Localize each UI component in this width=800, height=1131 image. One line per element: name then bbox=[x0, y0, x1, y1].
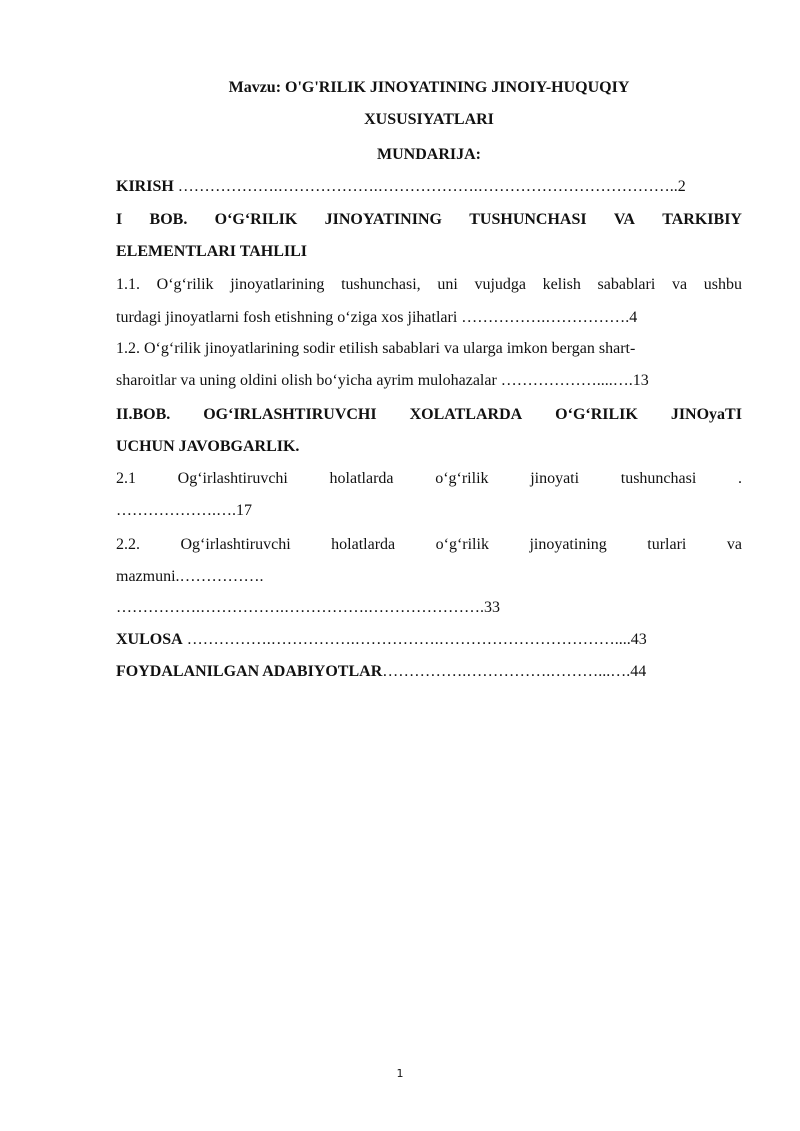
contents-heading: MUNDARIJA: bbox=[377, 146, 481, 163]
toc-conclusion-dots: …………….…………….…………….……………………………....43 bbox=[182, 631, 647, 648]
toc-section1-1-line1 bbox=[116, 275, 742, 295]
toc-references-dots: …………….…………….………...….44 bbox=[382, 663, 647, 680]
toc-word: 2.1 bbox=[116, 470, 136, 487]
toc-word: O‘G‘RILIK bbox=[555, 406, 638, 423]
toc-word: va bbox=[726, 536, 742, 553]
toc-word: TUSHUNCHASI bbox=[469, 211, 587, 228]
toc-word: Og‘irlashtiruvchi bbox=[180, 536, 291, 553]
toc-chapter2-line1 bbox=[116, 405, 742, 425]
toc-word: VA bbox=[613, 211, 635, 228]
toc-word: jinoyatining bbox=[529, 536, 607, 553]
toc-word: II.BOB. bbox=[116, 406, 171, 423]
toc-word: kelish bbox=[542, 276, 581, 293]
toc-word: tushunchasi bbox=[620, 470, 697, 487]
toc-section2-1-line2: ……………….….17 bbox=[116, 502, 252, 519]
title-line-1: Mavzu: O'G'RILIK JINOYATINING JINOIY-HUQUQIY bbox=[228, 79, 630, 96]
toc-word: XOLATLARDA bbox=[409, 406, 523, 423]
toc-word: va bbox=[671, 276, 688, 293]
toc-word: uni bbox=[437, 276, 458, 293]
toc-word: o‘g‘rilik bbox=[435, 536, 489, 553]
toc-word: TARKIBIY bbox=[662, 211, 742, 228]
toc-word: ushbu bbox=[703, 276, 742, 293]
toc-chapter1-line1 bbox=[116, 210, 742, 230]
toc-word: JINOyaTI bbox=[670, 406, 742, 423]
toc-section2-2-line3: …………….…………….…………….………………….33 bbox=[116, 599, 500, 616]
toc-conclusion-label: XULOSA bbox=[116, 631, 183, 648]
toc-word: JINOYATINING bbox=[324, 211, 442, 228]
toc-section2-2-line2: mazmuni.……………. bbox=[116, 568, 264, 585]
toc-word: holatlarda bbox=[329, 470, 394, 487]
toc-word: jinoyatlarining bbox=[230, 276, 325, 293]
title-line-2: XUSUSIYATLARI bbox=[364, 111, 494, 128]
toc-word: 2.2. bbox=[116, 536, 140, 553]
toc-word: sabablari bbox=[597, 276, 656, 293]
toc-word: o‘g‘rilik bbox=[435, 470, 489, 487]
toc-entry-conclusion bbox=[116, 630, 742, 650]
toc-section2-2-line1 bbox=[116, 535, 742, 555]
toc-intro-label: KIRISH bbox=[116, 178, 174, 195]
toc-word: Og‘irlashtiruvchi bbox=[177, 470, 288, 487]
toc-section2-1-line1 bbox=[116, 469, 742, 489]
toc-word: vujudga bbox=[474, 276, 526, 293]
toc-intro-page: .2 bbox=[673, 178, 686, 195]
toc-entry-references bbox=[116, 662, 742, 682]
toc-entry-intro bbox=[116, 177, 742, 197]
toc-section1-1-line2: turdagi jinoyatlarni fosh etishning o‘ziga xos jihatlari …………….…………….4 bbox=[116, 309, 638, 326]
toc-word: I bbox=[116, 211, 123, 228]
toc-word: jinoyati bbox=[530, 470, 580, 487]
toc-word: turlari bbox=[647, 536, 687, 553]
toc-word: 1.1. bbox=[116, 276, 140, 293]
toc-word: O‘G‘RILIK bbox=[214, 211, 298, 228]
toc-word: holatlarda bbox=[331, 536, 396, 553]
toc-intro-dots: ……………….……………….……………….………………………………. bbox=[173, 178, 674, 195]
toc-section1-2-line1: 1.2. O‘g‘rilik jinoyatlarining sodir etilish sabablari va ularga imkon bergan shart- bbox=[116, 340, 636, 357]
toc-word: . bbox=[737, 470, 742, 487]
toc-word: tushunchasi, bbox=[341, 276, 421, 293]
toc-section1-2-line2: sharoitlar va uning oldini olish bo‘yicha ayrim mulohazalar ………………....….13 bbox=[116, 372, 649, 389]
toc-chapter1-line2: ELEMENTLARI TAHLILI bbox=[116, 243, 308, 260]
toc-references-label: FOYDALANILGAN ADABIYOTLAR bbox=[116, 663, 383, 680]
toc-chapter2-line2: UCHUN JAVOBGARLIK. bbox=[116, 438, 300, 455]
toc-word: BOB. bbox=[149, 211, 188, 228]
page-number: 1 bbox=[396, 1067, 404, 1080]
toc-word: O‘g‘rilik bbox=[156, 276, 214, 293]
toc-word: OG‘IRLASHTIRUVCHI bbox=[203, 406, 377, 423]
